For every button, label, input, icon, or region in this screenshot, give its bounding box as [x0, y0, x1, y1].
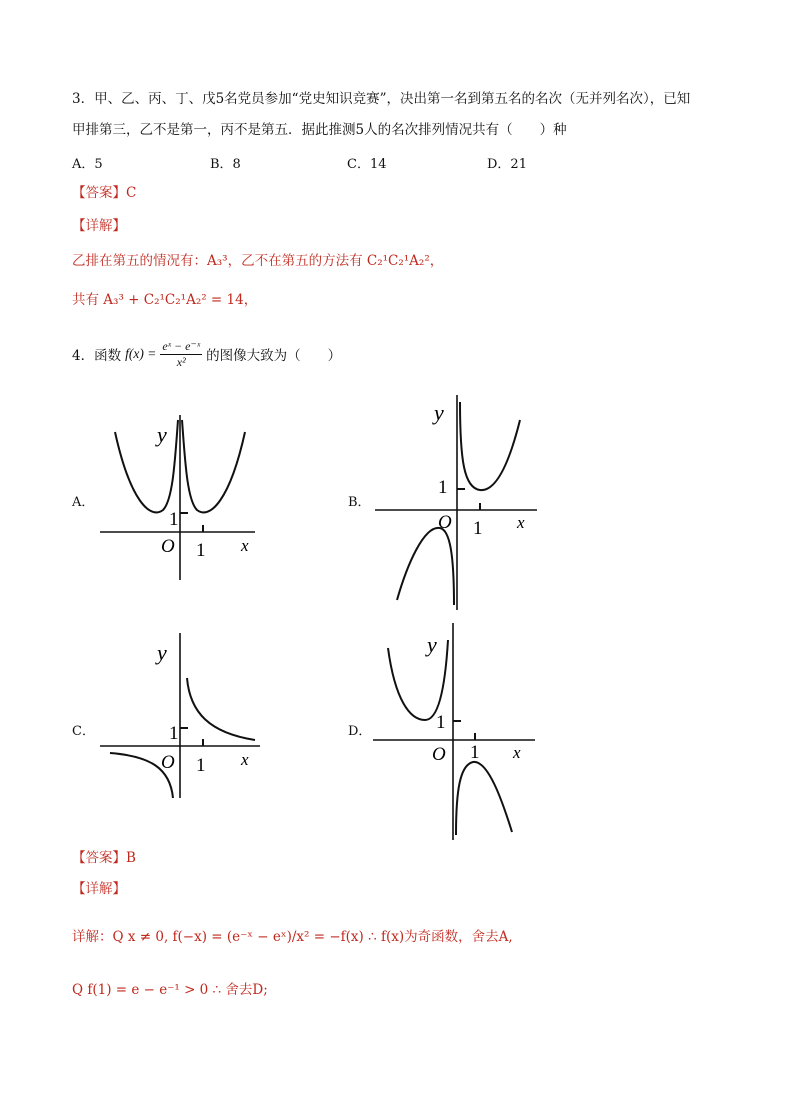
graph-d-x-label: x — [513, 743, 521, 762]
graph-b-right-branch — [460, 402, 520, 490]
graph-b-x-label: x — [517, 513, 525, 532]
graph-c-label: C． — [72, 724, 95, 739]
graph-c-y-label: y — [157, 640, 167, 665]
graph-b-left-branch — [397, 528, 454, 605]
graph-a-right-branch — [182, 420, 245, 512]
graph-c — [95, 628, 270, 803]
graph-a-label: A． — [72, 495, 95, 510]
q3-solution-line1: 乙排在第五的情况有：A₃³，乙不在第五的方法有 C₂¹C₂¹A₂²， — [72, 253, 444, 269]
q4-solution-line2: Q f(1) = e − e⁻¹ > 0 ∴ 舍去D; — [72, 982, 268, 998]
q4-function-lhs: f(x) = — [125, 346, 157, 361]
graph-c-origin: O — [161, 752, 175, 773]
q4-fraction — [160, 339, 202, 370]
graph-d-one-y: 1 — [436, 712, 446, 733]
graph-b — [372, 390, 547, 612]
q3-stem-line2: 甲排第三，乙不是第一，丙不是第五．据此推测5人的名次排列情况共有（ ）种 — [72, 122, 567, 138]
q3-detail-label: 【详解】 — [72, 218, 126, 234]
graph-b-y-label: y — [434, 400, 444, 425]
graph-a-origin: O — [161, 536, 175, 557]
graph-d — [370, 620, 545, 842]
graph-a-left-branch — [115, 420, 178, 512]
graph-d-label: D． — [348, 724, 372, 739]
q4-detail-label: 【详解】 — [72, 881, 126, 897]
q3-answer: 【答案】C — [72, 185, 137, 201]
graph-a-one-x: 1 — [196, 540, 206, 561]
graph-d-right-branch — [456, 762, 512, 835]
graph-b-origin: O — [438, 512, 452, 533]
graph-a-x-label: x — [241, 536, 249, 555]
graph-b-one-x: 1 — [473, 518, 483, 539]
q4-answer: 【答案】B — [72, 850, 136, 866]
graph-d-y-label: y — [427, 632, 437, 657]
q3-option-b: B．8 — [210, 157, 241, 172]
q4-stem-prefix: 4．函数 — [72, 348, 122, 364]
q3-option-c: C．14 — [347, 157, 387, 172]
q3-solution-line2: 共有 A₃³ + C₂¹C₂¹A₂² = 14， — [72, 292, 258, 308]
q3-option-d: D．21 — [487, 157, 527, 172]
graph-a — [95, 410, 265, 585]
graph-d-origin: O — [432, 744, 446, 765]
q4-denominator: x² — [176, 354, 186, 369]
q4-stem-suffix: 的图像大致为（ ） — [206, 348, 342, 364]
graph-c-one-y: 1 — [169, 723, 179, 744]
q3-stem-line1: 3．甲、乙、丙、丁、戊5名党员参加“党史知识竞赛”，决出第一名到第五名的名次（无并列名次），已知 — [72, 91, 691, 107]
q3-option-a: A．5 — [72, 157, 103, 172]
graph-a-y-label: y — [157, 422, 167, 447]
graph-c-x-label: x — [241, 750, 249, 769]
graph-b-label: B． — [348, 495, 371, 510]
q4-solution-line1: 详解：Q x ≠ 0, f(−x) = (e⁻ˣ − eˣ)/x² = −f(x) ∴ f(x)为奇函数，舍去A, — [72, 929, 513, 945]
graph-d-left-branch — [388, 640, 448, 720]
graph-c-right-branch — [187, 678, 255, 740]
graph-a-one-y: 1 — [169, 509, 179, 530]
graph-c-one-x: 1 — [196, 755, 206, 776]
q4-numerator: eˣ − e⁻ˣ — [162, 338, 201, 353]
graph-b-one-y: 1 — [438, 477, 448, 498]
graph-d-one-x: 1 — [470, 742, 480, 763]
q4-stem — [72, 334, 341, 374]
